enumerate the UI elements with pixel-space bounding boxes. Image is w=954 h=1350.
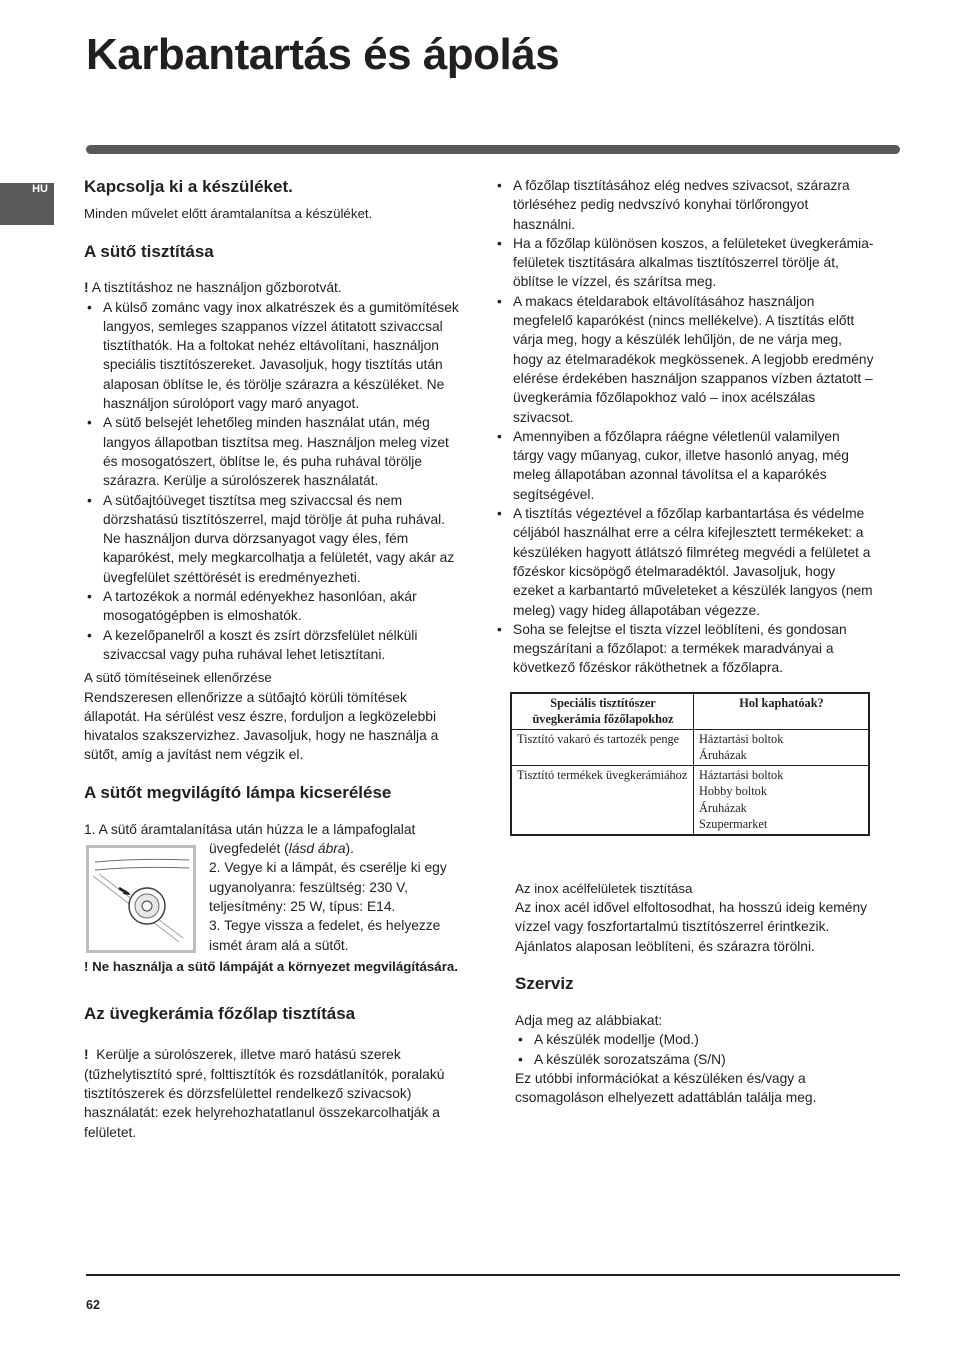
section-title-switch-off: Kapcsolja ki a készüléket. (84, 177, 293, 196)
table-cell: Háztartási boltok Hobby boltok Áruházak Szupermarket (694, 765, 870, 835)
oven-cleaning-warning: ! A tisztításhoz ne használjon gőzborotvát. (84, 280, 342, 296)
lamp-step-3: 3. Tegye vissza a fedelet, és helyezze ismét áram alá a sütőt. (209, 918, 441, 953)
lamp-steps-text (209, 839, 465, 955)
lamp-cover-figure (86, 845, 196, 953)
lamp-warning: ! Ne használja a sütő lámpáját a környezet megvilágítására. (84, 959, 458, 975)
warning-icon: ! (84, 280, 89, 296)
list-item: • A tisztítás végeztével a főzőlap karbantartása és védelme céljából használhat erre a célra kifejlesztett termékeket: a készüléken hagyott átlátszó filmréteg megvédi a felületet a főzéskor kicsöpögő ételmaradéktól. Javasoljuk, hogy ezeket a karbantartó műveleteket a készülék langyos (nem meleg) vagy hideg állapotában végezze. (494, 504, 874, 620)
footer-divider (86, 1274, 900, 1276)
table-row (511, 729, 869, 765)
list-item: • Soha se felejtse el tiszta vízzel leöblíteni, és gondosan megszárítani a főzőlapot: a termékek maradványai a következő főzéskor ráköthetnek a főzőlapra. (494, 620, 874, 678)
oven-cleaning-list (84, 298, 460, 665)
table-header: Speciális tisztítószer üvegkerámia főzőlapokhoz (511, 693, 694, 730)
list-item: • A makacs ételdarabok eltávolításához használjon megfelelő kaparókést (nincs mellékelve). A tisztítás előtt várja meg, hogy a készülék lehűljön, de ne várja meg, hogy az ételmaradékok megkössenek. A legjobb eredmény elérése érdekében használjon szappanos vízben áztatott – üvegkerámia főzőlapokhoz való – inox acélszálas szivacsot. (494, 292, 874, 427)
switch-off-text: Minden művelet előtt áramtalanítsa a készüléket. (84, 206, 373, 221)
inox-title: Az inox acélfelületek tisztítása (515, 880, 693, 896)
table-row (511, 765, 869, 835)
inox-text: Az inox acél idővel elfoltosodhat, ha hosszú ideig kemény vízzel vagy foszfortartalmú tisztítószerrel érintkezik. Ajánlatos alaposan leöblíteni, és szárazra törölni. (515, 900, 868, 954)
page-number: 62 (86, 1298, 100, 1312)
cooktop-warning: ! Kerülje a súrolószerek, illetve maró hatású szerek (tűzhelytisztító spré, folttisztítók és rozsdátlanítók, poralakú tisztítószerek és dörzsfelülettel rendelkező szivacsok) használatát: ezek helyrehozhatatlanul összekarcolhatják a felületet. (84, 1047, 445, 1140)
right-column (494, 176, 874, 1107)
language-tab: HU (0, 183, 54, 225)
list-item: • A készülék modellje (Mod.) (515, 1030, 874, 1049)
table-cell: Tisztító vakaró és tartozék penge (511, 729, 694, 765)
section-title-cooktop-cleaning: Az üvegkerámia főzőlap tisztítása (84, 1004, 356, 1024)
table-cell: Háztartási boltok Áruházak (694, 729, 870, 765)
lamp-step-1-cont: üvegfedelét (lásd ábra). (209, 841, 354, 857)
table-header-row (511, 693, 869, 730)
service-list (515, 1030, 874, 1069)
table-cell: Tisztító termékek üvegkerámiához (511, 765, 694, 835)
service-intro: Adja meg az alábbiakat: (515, 1012, 663, 1028)
section-title-service: Szerviz (515, 973, 574, 993)
list-item: • A sütő belsejét lehetőleg minden használat után, még langyos állapotban tisztítsa meg. Használjon meleg vizet és mosogatószert, öblítse le, és puha ruhával törölje szárazra. Kerülje a súrolószerek használatát. (84, 413, 460, 490)
warning-icon: ! (84, 959, 89, 975)
list-item: • A főzőlap tisztításához elég nedves szivacsot, szárazra törléséhez pedig nedvszívó konyhai törlőrongyot használni. (494, 176, 874, 234)
seal-check-text: Rendszeresen ellenőrizze a sütőajtó körüli tömítések állapotát. Ha sérülést vesz észre, forduljon a legközelebbi hivatalos szakszervizhez. Javasoljuk, hogy ne használja a sütőt, amíg a javítást nem végzik el. (84, 689, 439, 763)
list-item: • A külső zománc vagy inox alkatrészek és a gumitömítések langyos, semleges szappanos vízzel átitatott szivaccsal tisztíthatók. Ha a foltokat nehéz eltávolítani, használjon speciális tisztítószereket. Javasoljuk, hogy tisztítás után alaposan öblítse le, és törölje szárazra a készüléket. Ne használjon súrolóport vagy maró anyagot. (84, 298, 460, 414)
lamp-figure-block (84, 839, 460, 955)
list-item: • A készülék sorozatszáma (S/N) (515, 1050, 874, 1069)
cleaning-products-table (510, 692, 870, 836)
warning-icon: ! (84, 1047, 89, 1063)
page-title: Karbantartás és ápolás (86, 30, 560, 79)
table-header: Hol kaphatóak? (694, 693, 870, 730)
list-item: • A sütőajtóüveget tisztítsa meg szivaccsal és nem dörzshatású tisztítószerrel, majd törölje át puha ruhával. Ne használjon durva dörzsanyagot vagy éles, fém kaparókést, mely megkarcolhatja a felületét, vagy akár az üvegfelület széttörését is eredményezheti. (84, 491, 460, 587)
header-divider (86, 145, 900, 154)
left-column (84, 176, 460, 1142)
lamp-step-1: 1. A sütő áramtalanítása után húzza le a lámpafoglalat (84, 821, 416, 837)
list-item: • A tartozékok a normál edényekhez hasonlóan, akár mosogatógépben is elmoshatók. (84, 587, 460, 626)
list-item: • A kezelőpanelről a koszt és zsírt dörzsfelület nélküli szivaccsal vagy puha ruhával lehet letisztítani. (84, 626, 460, 665)
list-item: • Amennyiben a főzőlapra ráégne véletlenül valamilyen tárgy vagy műanyag, cukor, illetve hasonló anyag, még meleg állapotában azonnal távolítsa el a kaparókés segítségével. (494, 427, 874, 504)
section-title-lamp-replacement: A sütőt megvilágító lámpa kicserélése (84, 782, 392, 802)
lamp-step-2: 2. Vegye ki a lámpát, és cserélje ki egy ugyanolyanra: feszültség: 230 V, teljesítmény: 25 W, típus: E14. (209, 860, 447, 914)
service-text: Ez utóbbi információkat a készüléken és/vagy a csomagoláson elhelyezett adattáblán találja meg. (515, 1070, 817, 1106)
seal-check-title: A sütő tömítéseinek ellenőrzése (84, 670, 272, 686)
inox-and-service-block (494, 879, 874, 1108)
section-title-oven-cleaning: A sütő tisztítása (84, 242, 214, 262)
list-item: • Ha a főzőlap különösen koszos, a felületeket üvegkerámia-felületek tisztítására alkalmas tisztítószerrel törölje át, öblítse le vízzel, és szárítsa meg. (494, 234, 874, 292)
cooktop-cleaning-list (494, 176, 874, 678)
